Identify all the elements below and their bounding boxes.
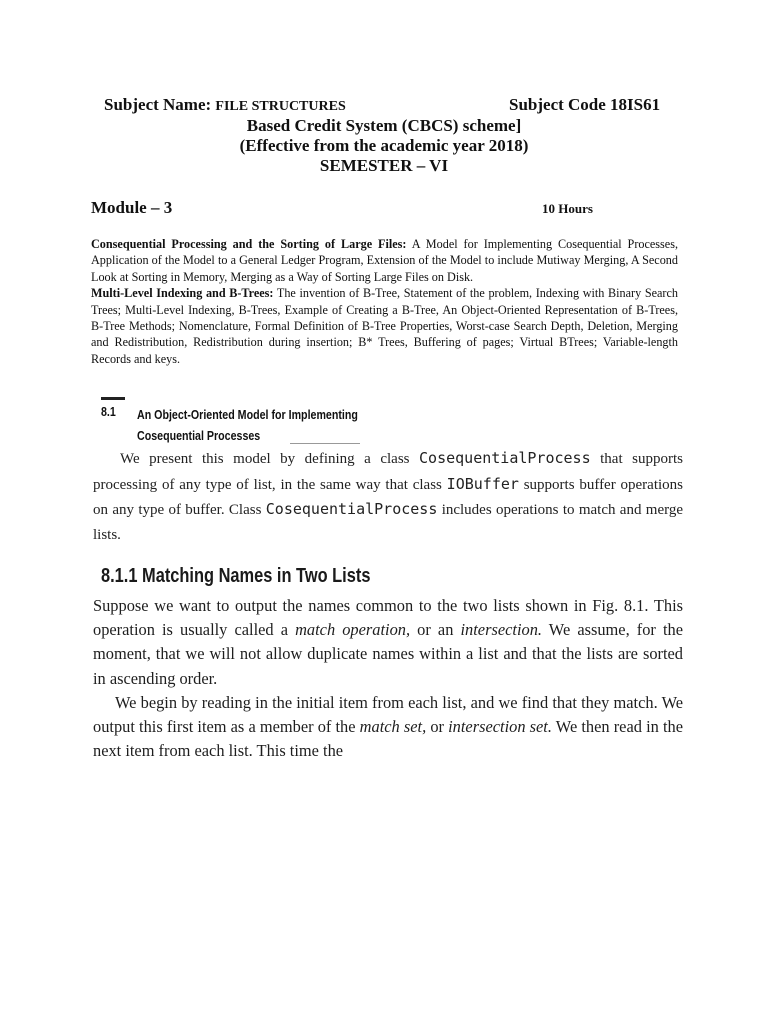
italic-term: match set,: [359, 717, 427, 737]
italic-term: intersection.: [460, 620, 542, 640]
syllabus-text: The invention of B-Tree, Statement of the problem, Indexing with Binary Search Trees; Multi-Level Indexing, B-Trees, Example of Creating a B-Tree, An Object-Oriented Representation of B-Trees, B-Tree Methods; Nomenclature, Formal Definition of B-Tree Properties, Worst-case Search Depth, Deletion, Merging and Redistribution, Redistribution during insertion; B* Trees, Buffering of pages; Virtual BTrees; Variable-length Records and keys.: [91, 286, 678, 366]
text-run: We assume, for the moment, that we will not allow duplicate names within a list and that the lists are sorted in ascending order.: [93, 620, 683, 688]
italic-term: intersection set.: [448, 717, 552, 737]
section-title-line: An Object-Oriented Model for Implementing: [137, 407, 358, 422]
section-title-line: Cosequential Processes: [137, 428, 261, 443]
code-text: IOBuffer: [446, 474, 519, 493]
divider: [290, 443, 360, 444]
syllabus-paragraph: [91, 236, 678, 285]
text-run: that supports processing of any type of list, in the same way that class: [93, 451, 683, 493]
text-run: or an: [410, 620, 461, 640]
section-title: [137, 404, 399, 446]
text-run: Suppose we want to output the names common to the two lists shown in Fig. 8.1. This operation is usually called a: [93, 596, 683, 640]
syllabus-text: A Model for Implementing Cosequential Processes, Application of the Model to a General Ledger Program, Extension of the Model to include Mutiway Merging, A Second Look at Sorting in Memory, Merging as a Way of Sorting Large Files on Disk.: [91, 237, 678, 284]
excerpt-paragraph-1: [93, 446, 683, 547]
subject-name-value: FILE STRUCTURES: [215, 99, 346, 114]
syllabus-heading: Consequential Processing and the Sorting of Large Files:: [91, 237, 407, 251]
subsection-title: 8.1.1 Matching Names in Two Lists: [101, 565, 371, 587]
text-run: We present this model by defining a class: [120, 451, 420, 467]
subject-name-label: Subject Name:: [104, 95, 212, 114]
syllabus-heading: Multi-Level Indexing and B-Trees:: [91, 286, 274, 301]
syllabus-block: [91, 236, 678, 367]
text-run: or: [426, 717, 449, 737]
excerpt-paragraph-2: [93, 594, 683, 763]
semester-line: SEMESTER – VI: [319, 156, 449, 175]
module-title: Module – 3: [91, 198, 173, 217]
scheme-line: Based Credit System (CBCS) scheme]: [246, 116, 522, 135]
italic-term: match operation,: [295, 620, 411, 640]
effective-line: (Effective from the academic year 2018): [239, 136, 529, 155]
section-number: 8.1: [101, 404, 116, 419]
text-run: supports buffer operations on any type of buffer. Class: [93, 476, 683, 518]
subject-code: Subject Code 18IS61: [509, 95, 661, 114]
module-hours: 10 Hours: [542, 201, 593, 216]
text-run: includes operations to match and merge lists.: [93, 502, 683, 543]
code-text: CosequentialProcess: [265, 500, 438, 518]
text-run: We then read in the next item from each list. This time the: [93, 717, 683, 761]
section-rule: [101, 397, 125, 400]
text-run: We begin by reading in the initial item from each list, and we find that they match. We output this first item as a member of the: [93, 692, 683, 737]
code-text: CosequentialProcess: [419, 449, 591, 467]
subject-name-line: [104, 94, 346, 118]
syllabus-paragraph: [91, 285, 678, 367]
